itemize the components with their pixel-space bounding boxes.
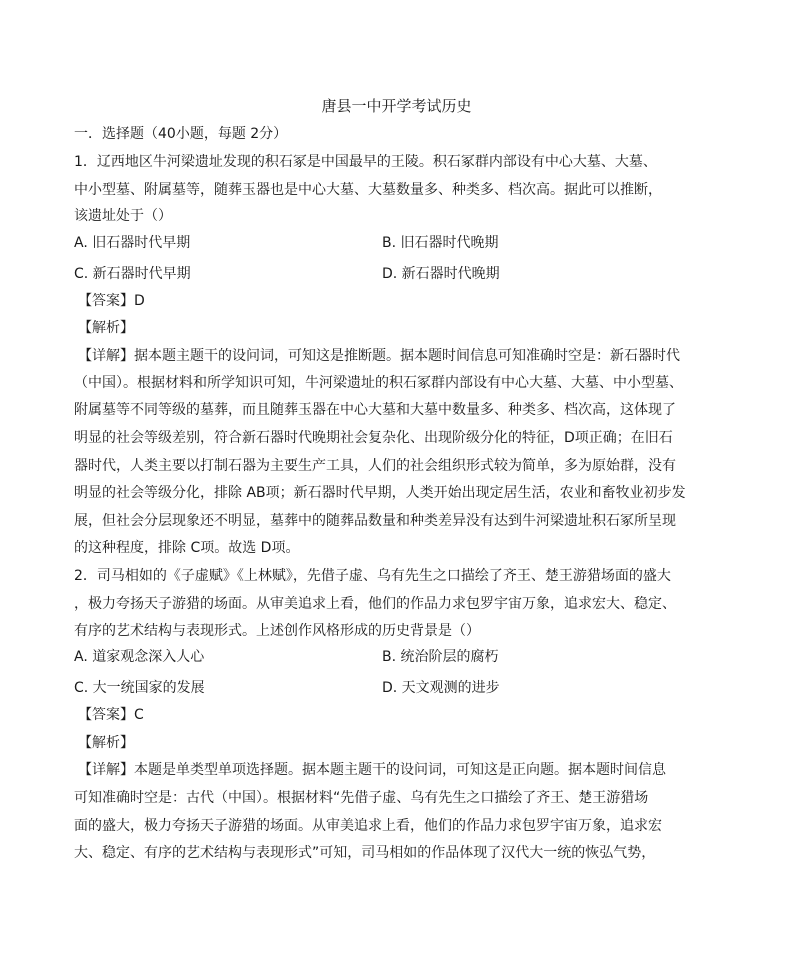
question-1-option-c: C. 新石器时代早期 (74, 266, 191, 282)
question-2-stem-line-2: ，极力夸扬天子游猎的场面。从审美追求上看，他们的作品力求包罗宇宙万象，追求宏大、稳定、 (74, 596, 676, 612)
question-1-stem-line-3: 该遗址处于（） (74, 208, 172, 224)
question-2-option-a: A. 道家观念深入人心 (74, 649, 205, 665)
question-2-detail-line-3: 面的盛大，极力夸扬天子游猎的场面。从审美追求上看，他们的作品力求包罗宇宙万象，追求宏 (74, 818, 662, 834)
question-2-option-b: B. 统治阶层的腐朽 (382, 649, 499, 665)
question-2-option-d: D. 天文观测的进步 (382, 680, 500, 696)
question-2-detail-line-2: 可知准确时空是：古代（中国）。根据材料“先借子虚、乌有先生之口描绘了齐王、楚王游猎场 (74, 790, 649, 806)
question-1-detail-line-7: 展，但社会分层现象还不明显，墓葬中的随葬品数量和种类差异没有达到牛河梁遗址积石冢所呈现 (74, 513, 676, 529)
question-1-option-d: D. 新石器时代晚期 (382, 266, 500, 282)
question-1-detail-line-2: （中国）。根据材料和所学知识可知，牛河梁遗址的积石冢群内部设有中心大墓、大墓、中小型墓、 (74, 375, 683, 391)
question-1-detail-line-4: 明显的社会等级差别，符合新石器时代晚期社会复杂化、出现阶级分化的特征，D项正确；在旧石 (74, 430, 673, 446)
question-1-option-b: B. 旧石器时代晚期 (382, 235, 499, 251)
question-1-detail-line-8: 的这种程度，排除 C项。故选 D项。 (74, 540, 300, 556)
question-1-detail-line-5: 器时代，人类主要以打制石器为主要生产工具，人们的社会组织形式较为简单，多为原始群，没有 (74, 458, 676, 474)
question-2-detail-line-1: 【详解】本题是单类型单项选择题。据本题主题干的设问词，可知这是正向题。据本题时间信息 (78, 762, 666, 778)
question-1-option-a: A. 旧石器时代早期 (74, 235, 191, 251)
question-2-stem-line-1: 2．司马相如的《子虚赋》《上林赋》，先借子虚、乌有先生之口描绘了齐王、楚王游猎场面的盛大 (74, 568, 671, 584)
question-1-answer: 【答案】D (78, 293, 145, 309)
section-heading: 一．选择题（40小题，每题 2分） (74, 126, 288, 142)
question-1-analysis-label: 【解析】 (78, 320, 134, 336)
question-1-stem-line-2: 中小型墓、附属墓等，随葬玉器也是中心大墓、大墓数量多、种类多、档次高。据此可以推断， (74, 182, 662, 198)
question-1-detail-line-1: 【详解】据本题主题干的设问词，可知这是推断题。据本题时间信息可知准确时空是：新石器时代 (78, 348, 680, 364)
question-1-detail-line-3: 附属墓等不同等级的墓葬，而且随葬玉器在中心大墓和大墓中数量多、种类多、档次高，这体现了 (74, 402, 676, 418)
question-1-stem-line-1: 1．辽西地区牛河梁遗址发现的积石冢是中国最早的王陵。积石冢群内部设有中心大墓、大墓、 (74, 154, 657, 170)
question-1-detail-line-6: 明显的社会等级分化，排除 AB项；新石器时代早期，人类开始出现定居生活，农业和畜牧业初步发 (74, 485, 686, 501)
question-2-option-c: C. 大一统国家的发展 (74, 680, 205, 696)
question-2-answer: 【答案】C (78, 707, 144, 723)
question-2-analysis-label: 【解析】 (78, 735, 134, 751)
question-2-stem-line-3: 有序的艺术结构与表现形式。上述创作风格形成的历史背景是（） (74, 623, 480, 639)
question-2-detail-line-4: 大、稳定、有序的艺术结构与表现形式”可知，司马相如的作品体现了汉代大一统的恢弘气势， (74, 845, 656, 861)
document-title: 唐县一中开学考试历史 (321, 97, 472, 115)
